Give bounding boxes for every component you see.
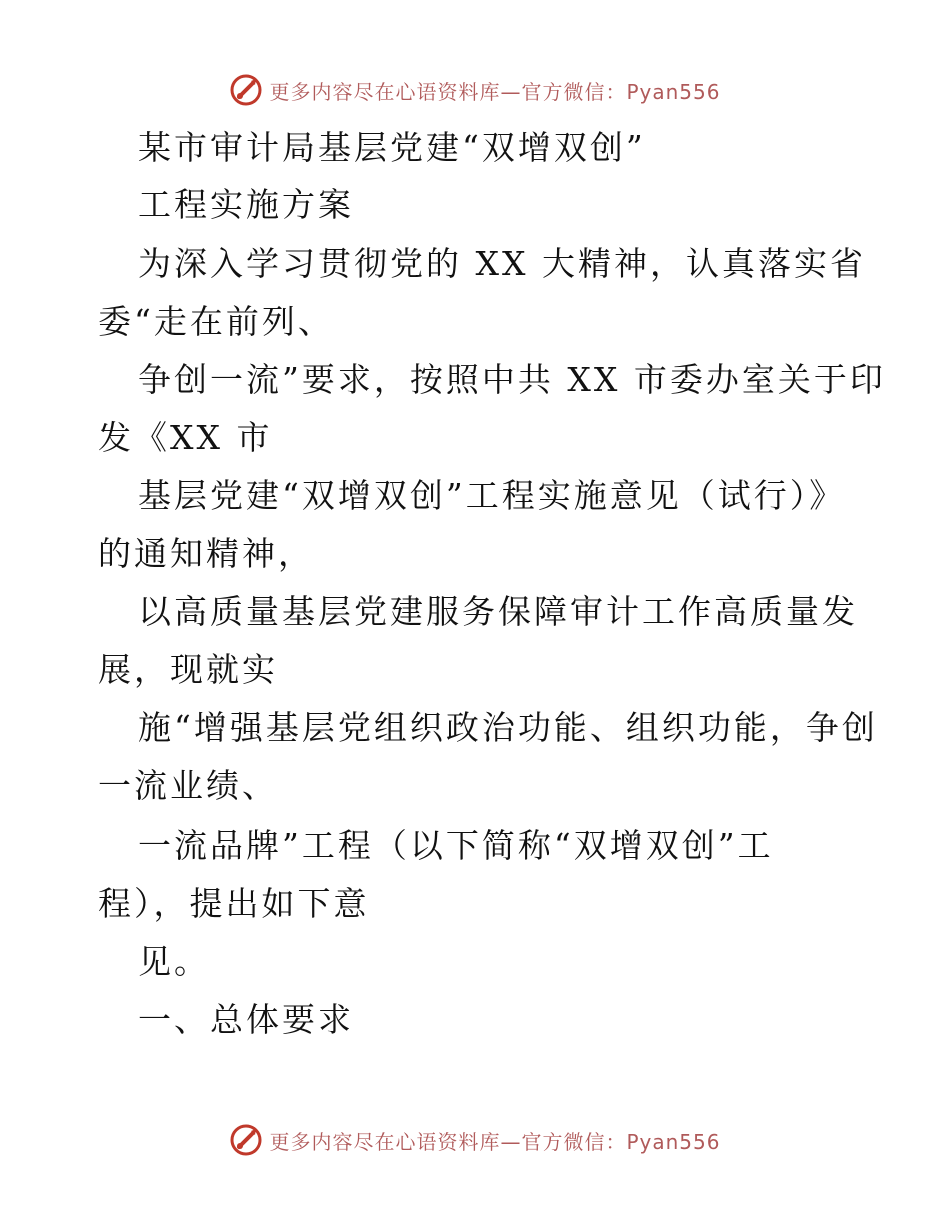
paragraph-line: 为深入学习贯彻党的 XX 大精神，认真落实省 — [138, 244, 866, 283]
brush-logo-icon — [229, 1123, 263, 1157]
paragraph-line: 见。 — [138, 942, 210, 981]
paragraph-line: 以高质量基层党建服务保障审计工作高质量发 — [138, 592, 858, 631]
watermark-text: 更多内容尽在心语资料库—官方微信：Pyan556 — [269, 1129, 721, 1154]
footer-watermark-banner — [0, 1120, 950, 1160]
doc-title-line-1: 某市审计局基层党建“双增双创” — [138, 128, 646, 167]
section-heading: 一、总体要求 — [138, 1000, 354, 1039]
watermark-text: 更多内容尽在心语资料库—官方微信：Pyan556 — [269, 79, 721, 104]
paragraph-line: 争创一流”要求，按照中共 XX 市委办室关于印 — [138, 360, 886, 399]
paragraph-line: 一流业绩、 — [98, 766, 278, 805]
doc-title-line-2: 工程实施方案 — [138, 185, 354, 224]
paragraph-line: 程），提出如下意 — [98, 884, 370, 923]
paragraph-line: 展，现就实 — [98, 650, 278, 689]
paragraph-line: 施“增强基层党组织政治功能、组织功能，争创 — [138, 708, 878, 747]
paragraph-line: 一流品牌”工程（以下简称“双增双创”工 — [138, 826, 774, 865]
paragraph-line: 的通知精神， — [98, 534, 314, 573]
paragraph-line: 基层党建“双增双创”工程实施意见（试行）》 — [138, 476, 846, 515]
paragraph-line: 委“走在前列、 — [98, 302, 334, 341]
paragraph-line: 发《XX 市 — [98, 418, 273, 457]
